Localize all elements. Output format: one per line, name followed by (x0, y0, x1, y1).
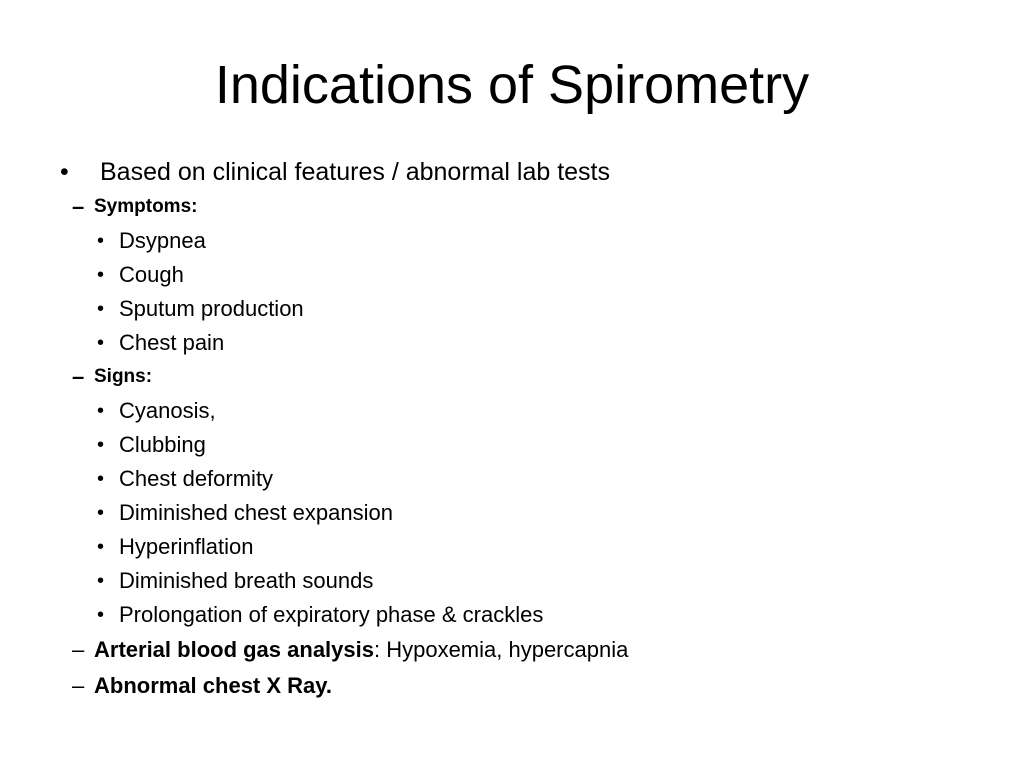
bullet-marker: • (97, 570, 105, 592)
dash-marker: – (72, 194, 85, 219)
abg-label: Arterial blood gas analysis (94, 637, 374, 662)
list-item-text: Hyperinflation (119, 534, 254, 559)
bullet-marker: • (97, 264, 105, 286)
list-item-text: Diminished breath sounds (119, 568, 374, 593)
abg-text: : Hypoxemia, hypercapnia (373, 637, 629, 662)
bullet-marker: • (97, 332, 105, 354)
bullet-marker: • (97, 604, 105, 626)
bullet-marker: • (97, 502, 105, 524)
main-bullet-text: Based on clinical features / abnormal lab tests (100, 158, 610, 186)
symptoms-heading-text: Symptoms: (94, 196, 198, 217)
list-item (60, 428, 1000, 462)
list-item-text: Clubbing (119, 432, 206, 457)
signs-heading-text: Signs: (94, 366, 153, 387)
signs-heading (60, 360, 1000, 394)
list-item-text: Chest deformity (119, 466, 274, 491)
list-item (60, 564, 1000, 598)
symptoms-heading (60, 190, 1000, 224)
list-item-text: Sputum production (119, 296, 304, 321)
dash-marker: – (72, 673, 85, 698)
list-item-text: Chest pain (119, 330, 225, 355)
bullet-marker: • (60, 158, 69, 186)
list-item (60, 598, 1000, 632)
list-item-text: Cough (119, 262, 184, 287)
xray-line (60, 668, 1000, 704)
slide-content (60, 154, 1000, 704)
list-item (60, 292, 1000, 326)
list-item-text: Prolongation of expiratory phase & crackles (119, 602, 544, 627)
main-bullet (60, 154, 1000, 190)
bullet-marker: • (97, 400, 105, 422)
list-item (60, 258, 1000, 292)
list-item (60, 326, 1000, 360)
list-item (60, 462, 1000, 496)
list-item-text: Diminished chest expansion (119, 500, 393, 525)
list-item (60, 496, 1000, 530)
dash-marker: – (72, 364, 85, 389)
bullet-marker: • (97, 230, 105, 252)
dash-marker: – (72, 637, 85, 662)
bullet-marker: • (97, 434, 105, 456)
slide-title: Indications of Spirometry (214, 55, 810, 115)
xray-label: Abnormal chest X Ray. (94, 673, 332, 698)
list-item (60, 530, 1000, 564)
list-item-text: Dsypnea (119, 228, 206, 253)
list-item (60, 394, 1000, 428)
bullet-marker: • (97, 298, 105, 320)
bullet-marker: • (97, 536, 105, 558)
bullet-marker: • (97, 468, 105, 490)
list-item-text: Cyanosis, (119, 398, 216, 423)
abg-line (60, 632, 1000, 668)
list-item (60, 224, 1000, 258)
